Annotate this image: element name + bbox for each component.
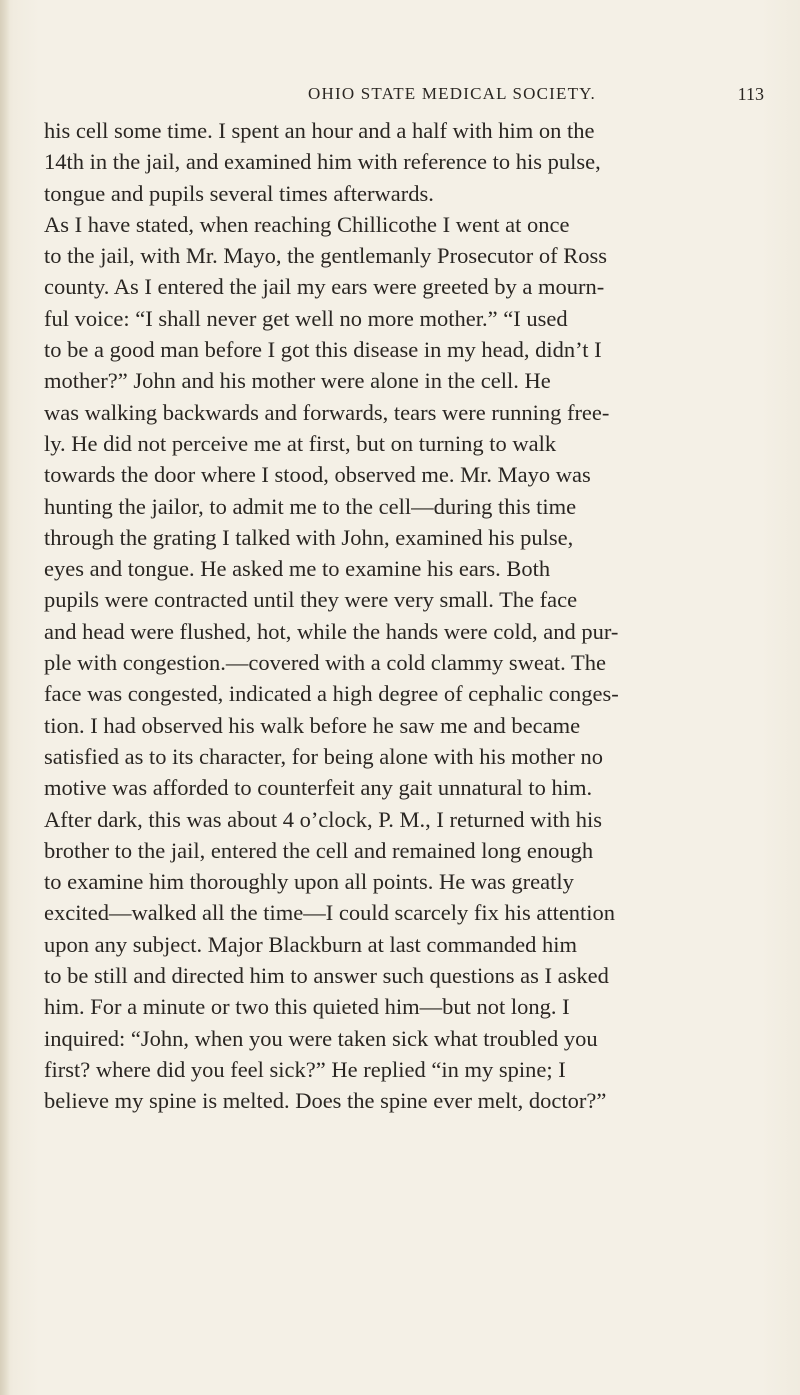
page-gutter-shadow bbox=[0, 0, 10, 1395]
text-line: to examine him thoroughly upon all points. He was greatly bbox=[44, 869, 574, 895]
text-line: towards the door where I stood, observed me. Mr. Mayo was bbox=[44, 462, 591, 488]
text-line: face was congested, indicated a high degree of cephalic conges- bbox=[44, 681, 619, 707]
text-line: to be still and directed him to answer such questions as I asked bbox=[44, 963, 609, 989]
text-line: to be a good man before I got this disease in my head, didn’t I bbox=[44, 337, 602, 363]
text-line: mother?” John and his mother were alone in the cell. He bbox=[44, 368, 551, 394]
text-line: and head were flushed, hot, while the hands were cold, and pur- bbox=[44, 618, 619, 644]
text-line: ple with congestion.—covered with a cold clammy sweat. The bbox=[44, 650, 606, 676]
page-header bbox=[0, 84, 800, 110]
text-line: through the grating I talked with John, examined his pulse, bbox=[44, 524, 574, 550]
text-line: first? where did you feel sick?” He replied “in my spine; I bbox=[44, 1056, 566, 1082]
text-line: tongue and pupils several times afterwards. bbox=[44, 180, 434, 206]
text-line: 14th in the jail, and examined him with reference to his pulse, bbox=[44, 149, 601, 175]
text-line: to the jail, with Mr. Mayo, the gentlemanly Prosecutor of Ross bbox=[44, 243, 608, 269]
text-line: ly. He did not perceive me at first, but on turning to walk bbox=[44, 430, 557, 456]
text-line: his cell some time. I spent an hour and a half with him on the bbox=[44, 118, 595, 143]
text-line: believe my spine is melted. Does the spine ever melt, doctor?” bbox=[44, 1088, 607, 1114]
text-line: hunting the jailor, to admit me to the cell—during this time bbox=[44, 493, 577, 519]
paragraph-start-line: As I have stated, when reaching Chillicothe I went at once bbox=[44, 211, 570, 237]
text-line: ful voice: “I shall never get well no more mother.” “I used bbox=[44, 305, 568, 331]
text-line: pupils were contracted until they were very small. The face bbox=[44, 587, 578, 613]
text-line: inquired: “John, when you were taken sick what troubled you bbox=[44, 1025, 598, 1051]
text-line: motive was afforded to counterfeit any gait unnatural to him. bbox=[44, 775, 593, 801]
text-line: county. As I entered the jail my ears were greeted by a mourn- bbox=[44, 274, 605, 300]
body-text bbox=[44, 115, 774, 1117]
text-line: eyes and tongue. He asked me to examine his ears. Both bbox=[44, 556, 551, 582]
text-line: him. For a minute or two this quieted him—but not long. I bbox=[44, 994, 570, 1020]
text-line: tion. I had observed his walk before he saw me and became bbox=[44, 712, 581, 738]
text-line: satisfied as to its character, for being alone with his mother no bbox=[44, 743, 603, 769]
text-line: After dark, this was about 4 o’clock, P. M., I returned with his bbox=[44, 806, 603, 832]
text-line: upon any subject. Major Blackburn at last commanded him bbox=[44, 931, 578, 957]
text-line: excited—walked all the time—I could scarcely fix his attention bbox=[44, 900, 616, 926]
text-line: was walking backwards and forwards, tears were running free- bbox=[44, 399, 610, 425]
text-line: brother to the jail, entered the cell and remained long enough bbox=[44, 837, 594, 863]
page-number: 113 bbox=[737, 84, 764, 104]
running-head: OHIO STATE MEDICAL SOCIETY. bbox=[308, 84, 596, 103]
